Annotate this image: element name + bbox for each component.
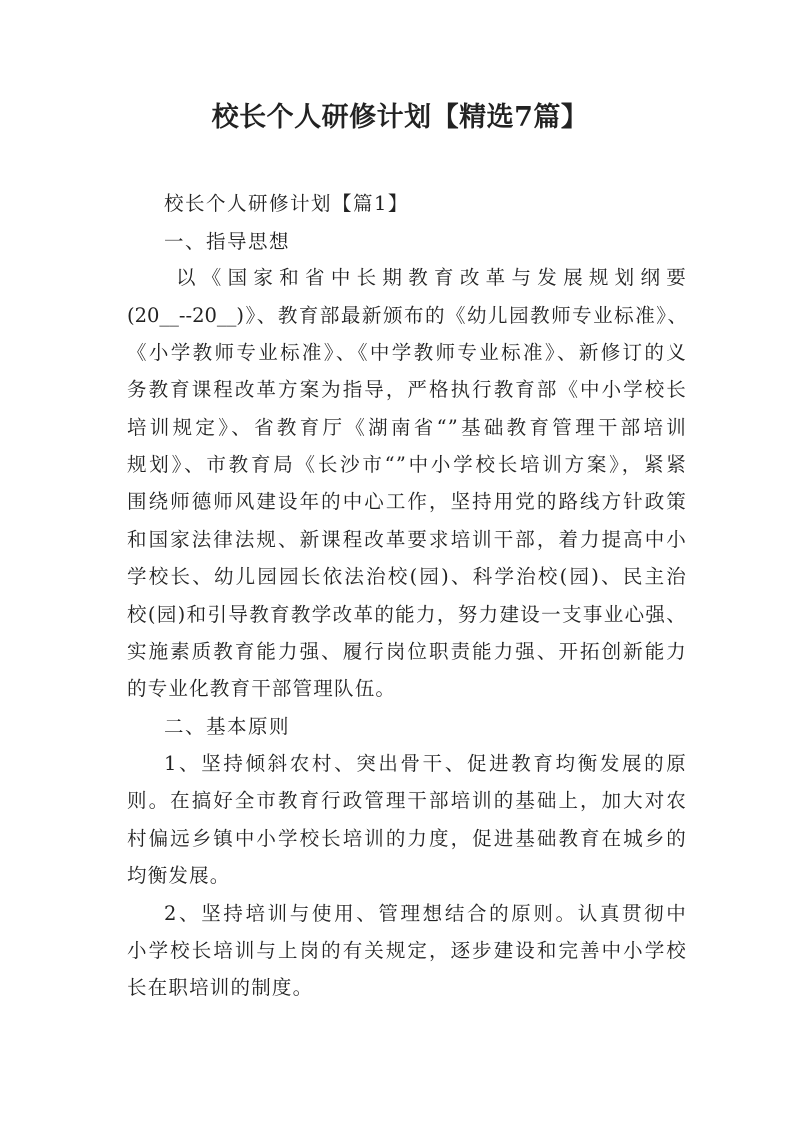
paragraph-line: 均衡发展。 — [127, 864, 231, 887]
paragraph-line: 以《国家和省中长期教育改革与发展规划纲要 — [176, 266, 687, 289]
paragraph-line: 培训规定》、省教育厅《湖南省“”基础教育管理干部培训 — [127, 416, 687, 439]
paragraph-line: 1、坚持倾斜农村、突出骨干、促进教育均衡发展的原 — [164, 752, 687, 775]
paragraph-line: 规划》、市教育局《长沙市“”中小学校长培训方案》，紧紧 — [127, 453, 687, 476]
paragraph-line: 校(园)和引导教育教学改革的能力，努力建设一支事业心强、 — [127, 603, 687, 626]
paragraph-line: 围绕师德师风建设年的中心工作，坚持用党的路线方针政策 — [127, 490, 687, 513]
section-heading: 校长个人研修计划【篇1】 — [164, 192, 409, 215]
document-title: 校长个人研修计划【精选7篇】 — [211, 102, 589, 133]
paragraph-line: 小学校长培训与上岗的有关规定，逐步建设和完善中小学校 — [127, 939, 687, 962]
subheading: 一、指导思想 — [164, 230, 291, 253]
paragraph-line: 务教育课程改革方案为指导，严格执行教育部《中小学校长 — [127, 378, 687, 401]
paragraph-line: 村偏远乡镇中小学校长培训的力度，促进基础教育在城乡的 — [127, 827, 687, 850]
paragraph-line: 和国家法律法规、新课程改革要求培训干部，着力提高中小 — [127, 528, 687, 551]
paragraph-line: 学校长、幼儿园园长依法治校(园)、科学治校(园)、民主治 — [127, 565, 687, 588]
paragraph-line: 2、坚持培训与使用、管理想结合的原则。认真贯彻中 — [164, 902, 687, 925]
paragraph-line: 《小学教师专业标准》、《中学教师专业标准》、新修订的义 — [127, 341, 687, 364]
paragraph-line: 则。在搞好全市教育行政管理干部培训的基础上，加大对农 — [127, 789, 687, 812]
paragraph-line: (20__--20__)》、教育部最新颁布的《幼儿园教师专业标准》、 — [127, 304, 687, 327]
paragraph-line: 长在职培训的制度。 — [127, 976, 314, 999]
subheading: 二、基本原则 — [164, 715, 291, 738]
paragraph-line: 的专业化教育干部管理队伍。 — [127, 677, 397, 700]
paragraph-line: 实施素质教育能力强、履行岗位职责能力强、开拓创新能力 — [127, 640, 687, 663]
